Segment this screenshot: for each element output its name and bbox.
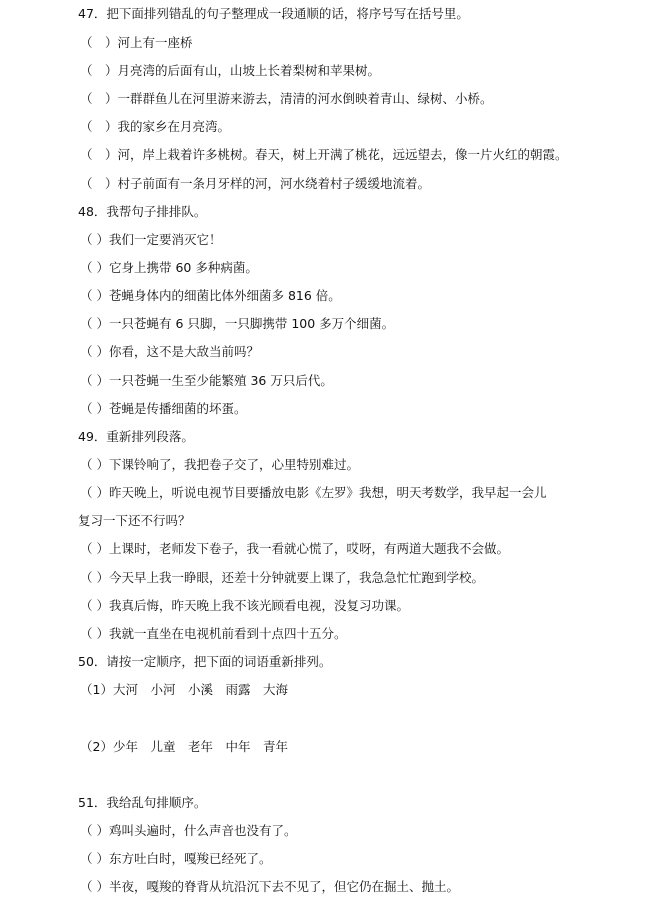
q50-item-2: （2）少年 儿童 老年 中年 青年	[80, 739, 288, 754]
question-50-title: 50．请按一定顺序，把下面的词语重新排列。	[78, 654, 332, 669]
q48-item-3: （ ）苍蝇身体内的细菌比体外细菌多 816 倍。	[80, 288, 341, 303]
q48-item-5: （ ）你看，这不是大敌当前吗？	[80, 344, 259, 359]
q48-item-2: （ ）它身上携带 60 多种病菌。	[80, 260, 258, 275]
question-49-title: 49．重新排列段落。	[78, 429, 194, 444]
question-47-title: 47．把下面排列错乱的句子整理成一段通顺的话，将序号写在括号里。	[78, 6, 469, 21]
q47-item-5: （ ）河，岸上栽着许多桃树。春天，树上开满了桃花，远远望去，像一片火红的朝霞。	[80, 147, 568, 162]
q49-item-2: （ ）昨天晚上，听说电视节目要播放电影《左罗》我想，明天考数学，我早起一会儿	[80, 485, 547, 500]
q47-item-2: （ ）月亮湾的后面有山，山坡上长着梨树和苹果树。	[80, 63, 381, 78]
q47-item-1: （ ）河上有一座桥	[80, 35, 193, 50]
question-51-title: 51．我给乱句排顺序。	[78, 795, 207, 810]
q48-item-1: （ ）我们一定要消灭它！	[80, 232, 222, 247]
q51-item-1: （ ）鸡叫头遍时，什么声音也没有了。	[80, 823, 297, 838]
question-48-title: 48．我帮句子排排队。	[78, 204, 207, 219]
q49-item-2-cont: 复习一下还不行吗？	[78, 513, 191, 528]
q47-item-3: （ ）一群群鱼儿在河里游来游去，清清的河水倒映着青山、绿树、小桥。	[80, 91, 493, 106]
q48-item-6: （ ）一只苍蝇一生至少能繁殖 36 万只后代。	[80, 373, 333, 388]
q49-item-1: （ ）下课铃响了，我把卷子交了，心里特别难过。	[80, 457, 359, 472]
q50-item-1: （1）大河 小河 小溪 雨露 大海	[80, 682, 288, 697]
q48-item-4: （ ）一只苍蝇有 6 只脚，一只脚携带 100 多万个细菌。	[80, 316, 395, 331]
q47-item-4: （ ）我的家乡在月亮湾。	[80, 119, 231, 134]
q49-item-3: （ ）上课时，老师发下卷子，我一看就心慌了，哎呀，有两道大题我不会做。	[80, 541, 509, 556]
q51-item-2: （ ）东方吐白时，嘎羧已经死了。	[80, 851, 272, 866]
q48-item-7: （ ）苍蝇是传播细菌的坏蛋。	[80, 401, 247, 416]
q47-item-6: （ ）村子前面有一条月牙样的河，河水绕着村子缓缓地流着。	[80, 176, 431, 191]
q49-item-4: （ ）今天早上我一睁眼，还差十分钟就要上课了，我急急忙忙跑到学校。	[80, 570, 484, 585]
q51-item-3: （ ）半夜，嘎羧的脊背从坑沿沉下去不见了，但它仍在掘土、抛土。	[80, 879, 459, 894]
q49-item-6: （ ）我就一直坐在电视机前看到十点四十五分。	[80, 626, 347, 641]
q49-item-5: （ ）我真后悔，昨天晚上我不该光顾看电视，没复习功课。	[80, 598, 409, 613]
